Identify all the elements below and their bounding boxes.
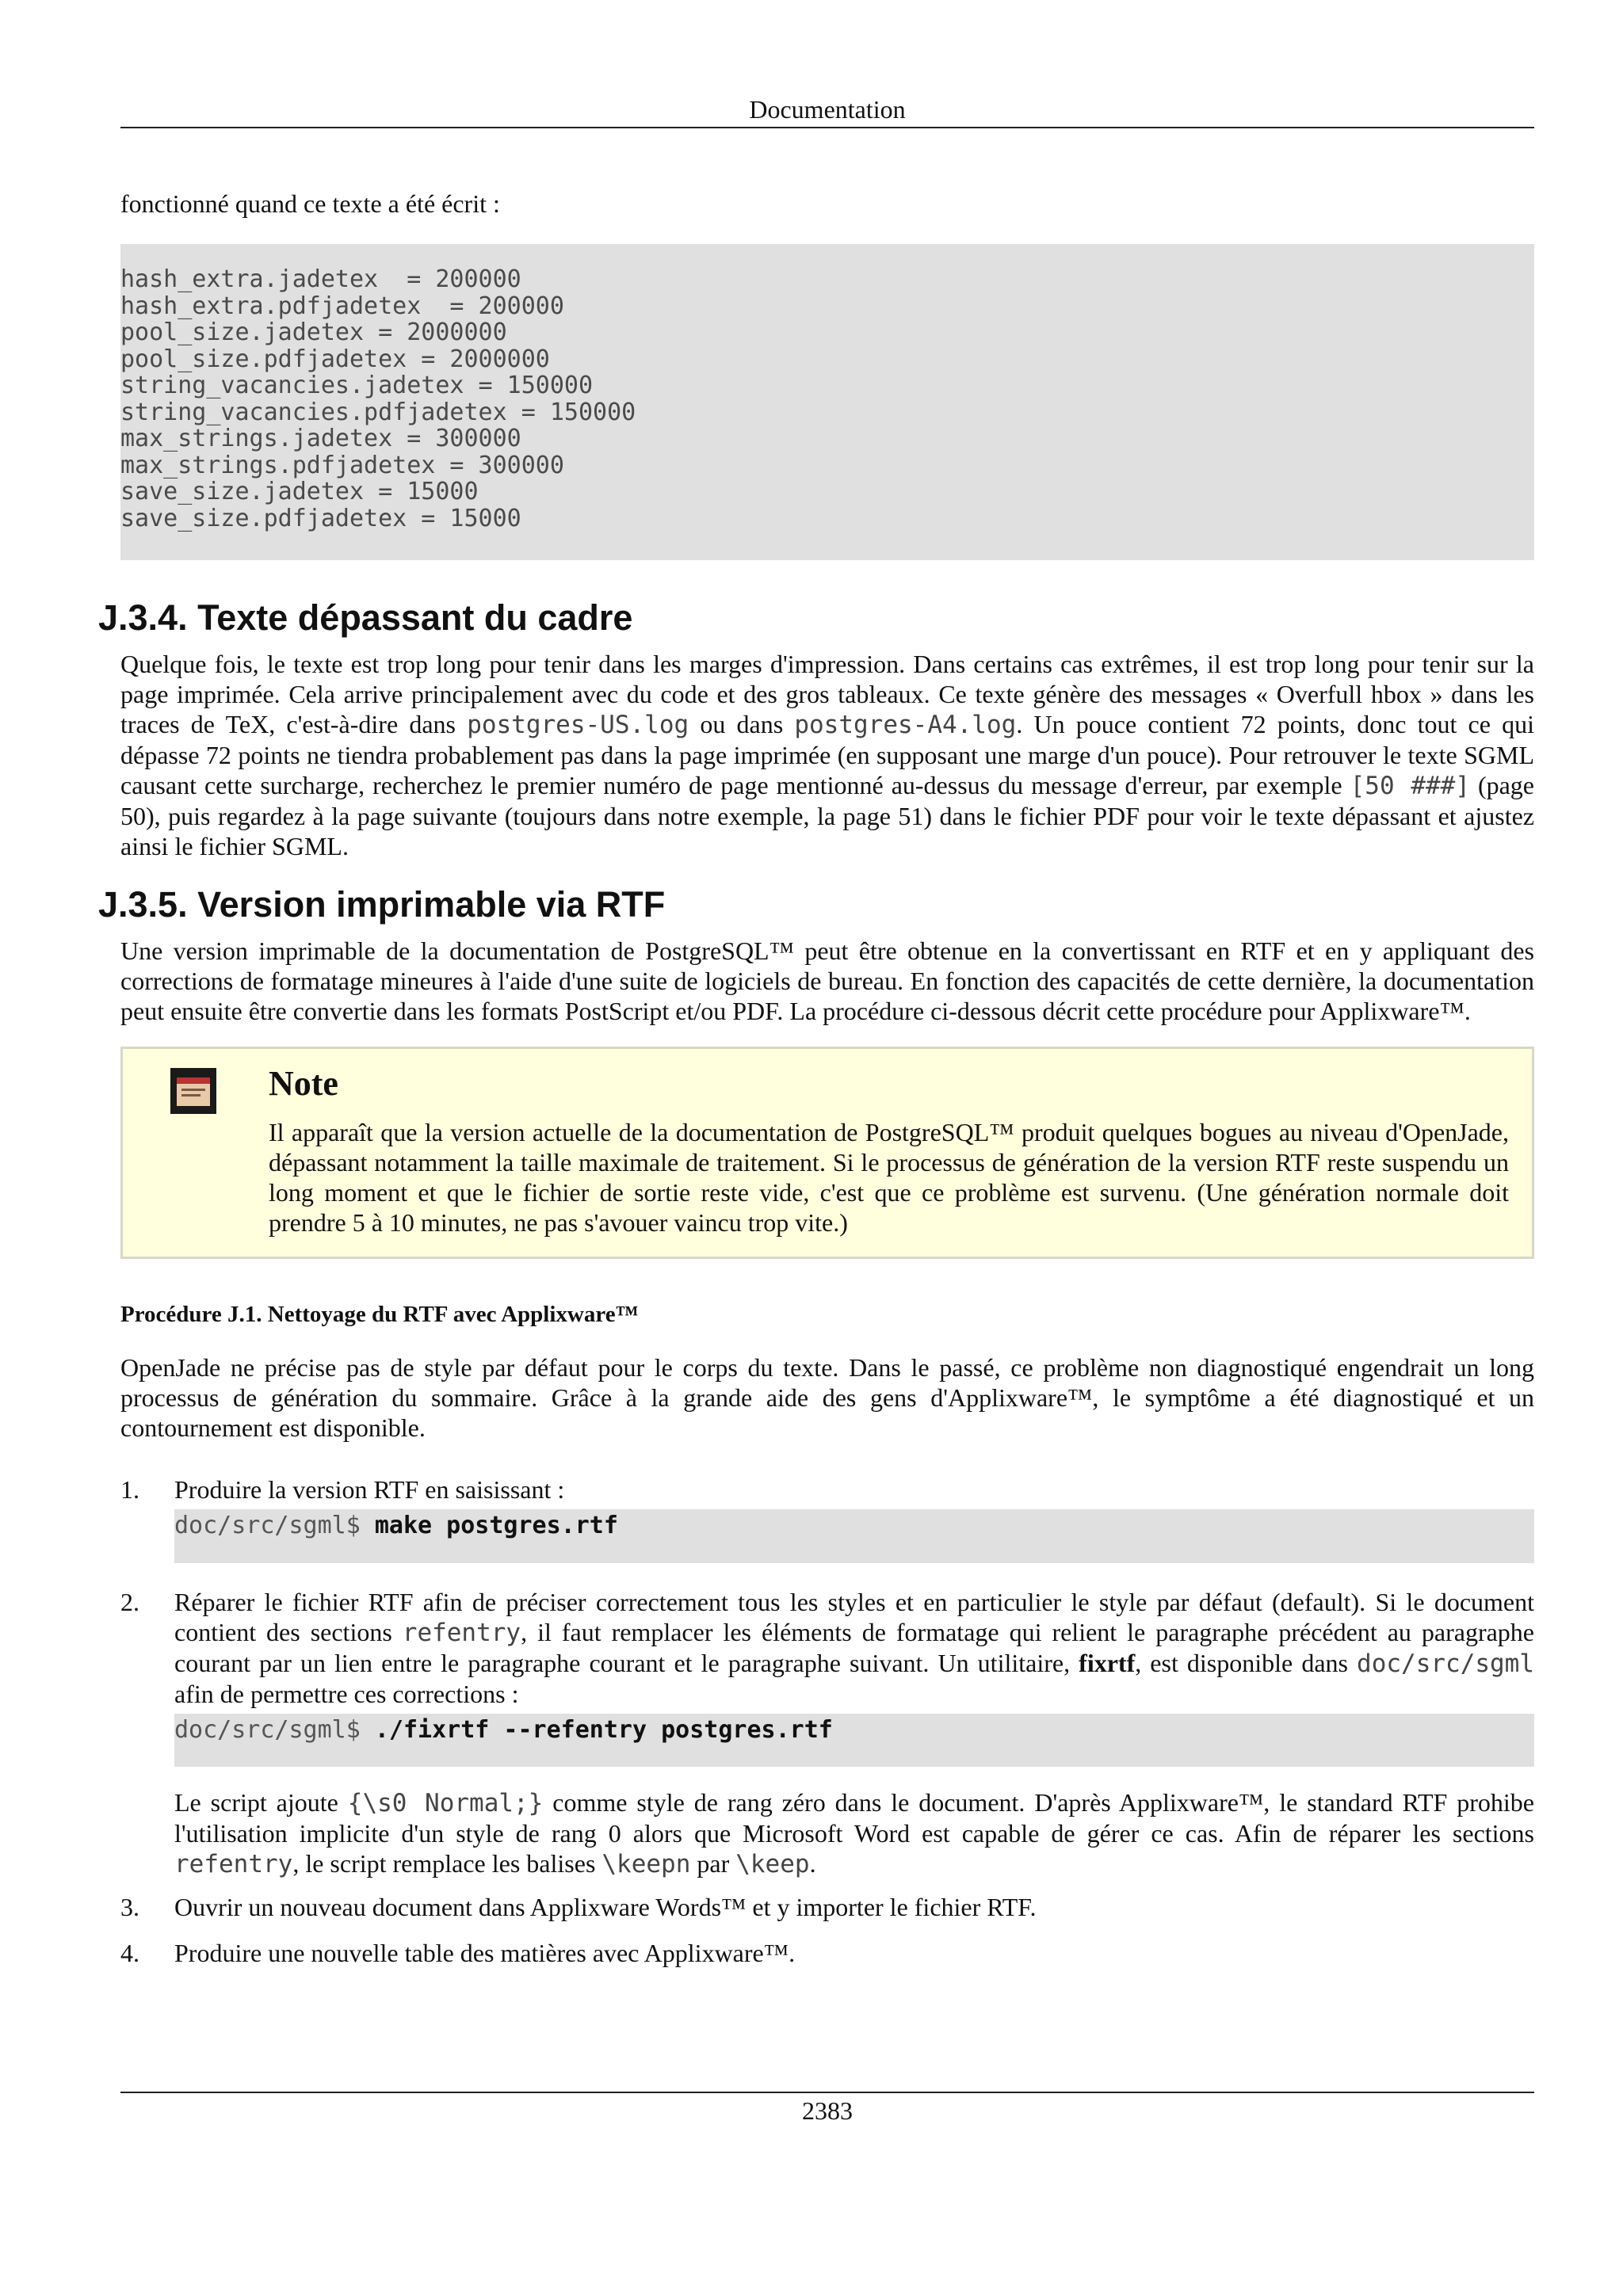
step-text — [174, 1587, 1534, 1709]
text-run: , est disponible dans — [1135, 1648, 1358, 1677]
inline-code-keepn: \keepn — [601, 1850, 691, 1878]
page-content — [98, 189, 1535, 1968]
text-run: comme style de rang zéro dans le document. D'après Applixware™, le standard RTF prohibe l'utilisation implicite d'un style de rang 0 alors que Microsoft Word est capable de gérer ce cas. Afin de réparer les sections — [174, 1788, 1535, 1848]
note-icon — [170, 1068, 216, 1114]
inline-code-refentry: refentry — [174, 1850, 293, 1878]
step-number: 3. — [120, 1893, 139, 1921]
page-number: 2383 — [802, 2096, 853, 2125]
step-code-block — [174, 1714, 1534, 1768]
text-run: ou dans — [689, 710, 795, 738]
note-admonition — [120, 1047, 1534, 1259]
inline-code-style: {\s0 Normal;} — [347, 1789, 544, 1817]
procedure-title: Procédure J.1. Nettoyage du RTF avec Applixware™ — [120, 1302, 639, 1327]
text-run: Le script ajoute — [174, 1788, 348, 1817]
step-number: 2. — [120, 1587, 139, 1616]
step-text: Ouvrir un nouveau document dans Applixware Words™ et y importer le fichier RTF. — [174, 1893, 1037, 1921]
note-text: Il apparaît que la version actuelle de la documentation de PostgreSQL™ produit quelques bogues au niveau d'OpenJade, dépassant notamment la taille maximale de traitement. Si le processus de génération de la version RTF reste suspendu un long moment et que le fichier de sortie reste vide, c'est que ce problème est survenu. (Une génération normale doit prendre 5 à 10 minutes, ne pas s'avouer vaincu trop vite.) — [269, 1118, 1509, 1237]
text-run: par — [690, 1849, 736, 1878]
procedure-intro: OpenJade ne précise pas de style par défaut pour le corps du texte. Dans le passé, ce problème non diagnostiqué engendrait un long processus de génération du sommaire. Grâce à la grande aide des gens d'Applixware™, le symptôme a été diagnostiqué et un contournement est disponible. — [120, 1353, 1534, 1442]
header-rule — [120, 127, 1534, 128]
shell-command: make postgres.rtf — [374, 1512, 618, 1539]
footer-rule — [120, 2092, 1534, 2093]
step-explanation — [174, 1787, 1534, 1879]
text-run: Quelque fois, le texte est trop long pour tenir dans les marges d'impression. Dans certains cas extrêmes, il est trop long pour tenir sur la page imprimée. Cela arrive principalement avec du code et des gros tableaux. Ce texte génère des messages « Overfull hbox » dans les traces de TeX, c'est-à-dire dans — [120, 650, 1534, 738]
procedure-steps — [120, 1474, 1534, 1968]
inline-code-page-marker: [50 ###] — [1350, 772, 1470, 800]
text-run: Réparer le fichier RTF afin de préciser correctement tous les styles et en particulier le style par défaut (default). Si le document contient des sections — [174, 1587, 1534, 1646]
list-item — [120, 1892, 1534, 1922]
note-title: Note — [269, 1064, 338, 1103]
inline-code-refentry: refentry — [402, 1618, 521, 1647]
shell-command: ./fixrtf --refentry postgres.rtf — [374, 1715, 833, 1744]
inline-code-us-log: postgres-US.log — [467, 711, 689, 739]
text-run: . Un pouce contient 72 points, donc tout ce qui dépasse 72 points ne tiendra probablement pas dans la page imprimée (en supposant une marge d'un pouce). Pour retrouver le texte SGML causant cette surcharge, recherchez le premier numéro de page mentionné au-dessus du message d'erreur, par exemple — [120, 710, 1535, 799]
text-run: . — [809, 1849, 816, 1878]
inline-code-keep: \keep — [735, 1850, 810, 1878]
section-j35-paragraph: Une version imprimable de la documentation de PostgreSQL™ peut être obtenue en la convertissant en RTF et en y appliquant des corrections de formatage mineures à l'aide d'une suite de logiciels de bureau. En fonction des capacités de cette dernière, la documentation peut ensuite être convertie dans les formats PostScript et/ou PDF. La procédure ci-dessous décrit cette procédure pour Applixware™. — [120, 936, 1534, 1025]
list-item — [120, 1938, 1534, 1968]
inline-code-path: doc/src/sgml — [1357, 1649, 1535, 1678]
running-header: Documentation — [749, 95, 906, 124]
text-run: afin de permettre ces corrections : — [174, 1679, 519, 1708]
text-run: , le script remplace les balises — [292, 1849, 602, 1878]
config-code-block: hash_extra.jadetex = 200000 hash_extra.pdfjadetex = 200000 pool_size.jadetex = 2000000 pool_size.pdfjadetex = 2000000 string_vacancies.jadetex = 150000 string_vacancies.pdfjadetex = 150000 max_strings.jadetex = 300000 max_strings.pdfjadetex = 300000 save_size.jadetex = 15000 save_size.pdfjadetex = 15000 — [120, 244, 1534, 560]
section-j34-paragraph — [120, 649, 1534, 861]
shell-prompt: doc/src/sgml$ — [174, 1715, 375, 1744]
text-run: , il faut remplacer les éléments de formatage qui relient le paragraphe précédent au paragraphe courant par un lien entre le paragraphe courant et le paragraphe suivant. Un utilitaire, — [174, 1617, 1535, 1677]
step-code-block — [174, 1509, 1534, 1563]
list-item — [120, 1587, 1534, 1880]
step-number: 4. — [120, 1939, 139, 1967]
intro-line: fonctionné quand ce texte a été écrit : — [120, 189, 500, 218]
text-run: (page 50), puis regardez à la page suivante (toujours dans notre exemple, la page 51) dans le fichier PDF pour voir le texte dépassant et ajustez ainsi le fichier SGML. — [120, 771, 1535, 860]
list-item — [120, 1474, 1534, 1563]
command-name-fixrtf: fixrtf — [1079, 1648, 1136, 1677]
step-text: Produire la version RTF en saisissant : — [174, 1475, 565, 1504]
section-heading-j34: J.3.4. Texte dépassant du cadre — [98, 597, 633, 638]
shell-prompt: doc/src/sgml$ — [174, 1512, 375, 1539]
step-number: 1. — [120, 1475, 139, 1504]
inline-code-a4-log: postgres-A4.log — [794, 711, 1017, 739]
step-text: Produire une nouvelle table des matières avec Applixware™. — [174, 1939, 796, 1967]
section-heading-j35: J.3.5. Version imprimable via RTF — [98, 884, 666, 925]
